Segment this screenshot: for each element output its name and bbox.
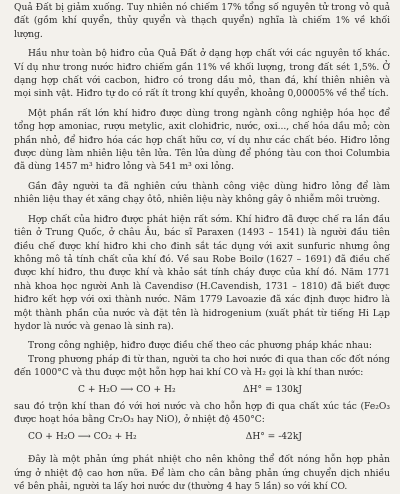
equation-2-formula: CO + H₂O ⟶ CO₂ + H₂ <box>28 431 137 442</box>
paragraph-6: Trong công nghiệp, hiđro được điều chế theo các phương pháp khác nhau: <box>28 341 372 352</box>
paragraph-1: Quả Đất bị giảm xuống. Tuy nhiên nó chiếm 17% tổng số nguyên tử trong vỏ quả đất (gồm khí quyển, thủy quyển và thạch quyển) nghĩa là chiếm 1% về khối lượng. <box>14 3 390 40</box>
paragraph-9: Đây là một phản ứng phát nhiệt cho nên không thể đốt nóng hỗn hợp phản ứng ở nhiệt độ cao hơn nữa. Để làm cho cân bằng phản ứng chuyển dịch nhiều về bên phải, người ta lấy hơi nước dư (thường 4 hay 5 lần) so với khí CO. <box>14 455 390 492</box>
paragraph-7: Trong phương pháp đi từ than, người ta cho hơi nước đi qua than cốc đốt nóng đến 1000°C và thu được một hỗn hợp hai khí CO và H₂ gọi là khí than nước: <box>14 354 390 379</box>
equation-1-enthalpy: ΔH° = 130kJ <box>243 384 302 395</box>
paragraph-5: Hợp chất của hiđro được phát hiện rất sớm. Khí hiđro đã được chế ra lần đầu tiên ở Trung Quốc, ở châu Âu, bác sĩ Paraxen (1493 – 1541) là người đầu tiên điều chế được khí hiđro khi cho đinh sắt tác dụng với axit sunfuric nhưng ông không mô tả tính chất của khí đó. Về sau Robe Boilơ (1627 – 1691) đã điều chế được khí hiđro, thu được khí và khảo sát tính cháy được của khí đó. Năm 1771 nhà khoa học người Anh là Cavendisơ (H.Cavendish, 1731 – 1810) đã biết được hiđro kết hợp với oxi thành nước. Năm 1779 Lavoazie đã xác định được hiđro là một thành phần của nước và đặt tên là hidrogenium (xuất phát từ tiếng Hi Lạp hydor là nước và genao là sinh ra). <box>14 214 390 332</box>
equation-1 <box>14 384 390 397</box>
equation-1-formula: C + H₂O ⟶ CO + H₂ <box>78 384 176 395</box>
equation-2-enthalpy: ΔH° = -42kJ <box>245 431 302 442</box>
equation-2 <box>14 431 390 444</box>
paragraph-2: Hầu như toàn bộ hiđro của Quả Đất ở dạng hợp chất với các nguyên tố khác. Ví dụ như trong nước hiđro chiếm gần 11% về khối lượng, trong đất sét 1,5%. Ở dạng hợp chất với cacbon, hiđro có trong dầu mỏ, than đá, khí thiên nhiên và mọi sinh vật. Hiđro tự do có rất ít trong khí quyển, khoảng 0,00005% về thể tích. <box>14 49 390 100</box>
paragraph-4: Gần đây người ta đã nghiên cứu thành công việc dùng hiđro lỏng để làm nhiên liệu thay ét xăng chạy ôtô, nhiên liệu này không gây ô nhiễm môi trường. <box>14 181 390 206</box>
paragraph-8: sau đó trộn khí than đó với hơi nước và cho hỗn hợp đi qua chất xúc tác (Fe₂O₃ được hoạt hóa bằng Cr₂O₃ hay NiO), ở nhiệt độ 450°C: <box>14 401 390 426</box>
paragraph-3: Một phần rất lớn khí hiđro được dùng trong ngành công nghiệp hóa học để tổng hợp amoniac, rượu metylic, axit clohiđric, nước, oxi..., chế hóa dầu mỏ; còn phần nhỏ, để hiđro hóa các hợp chất hữu cơ, ví dụ như các chất béo. Hiđro lỏng được dùng làm nhiên liệu tên lửa. Tên lửa dùng để phóng tàu con thoi Columbia đã dùng 1457 m³ hiđro lỏng và 541 m³ oxi lỏng. <box>14 108 390 173</box>
